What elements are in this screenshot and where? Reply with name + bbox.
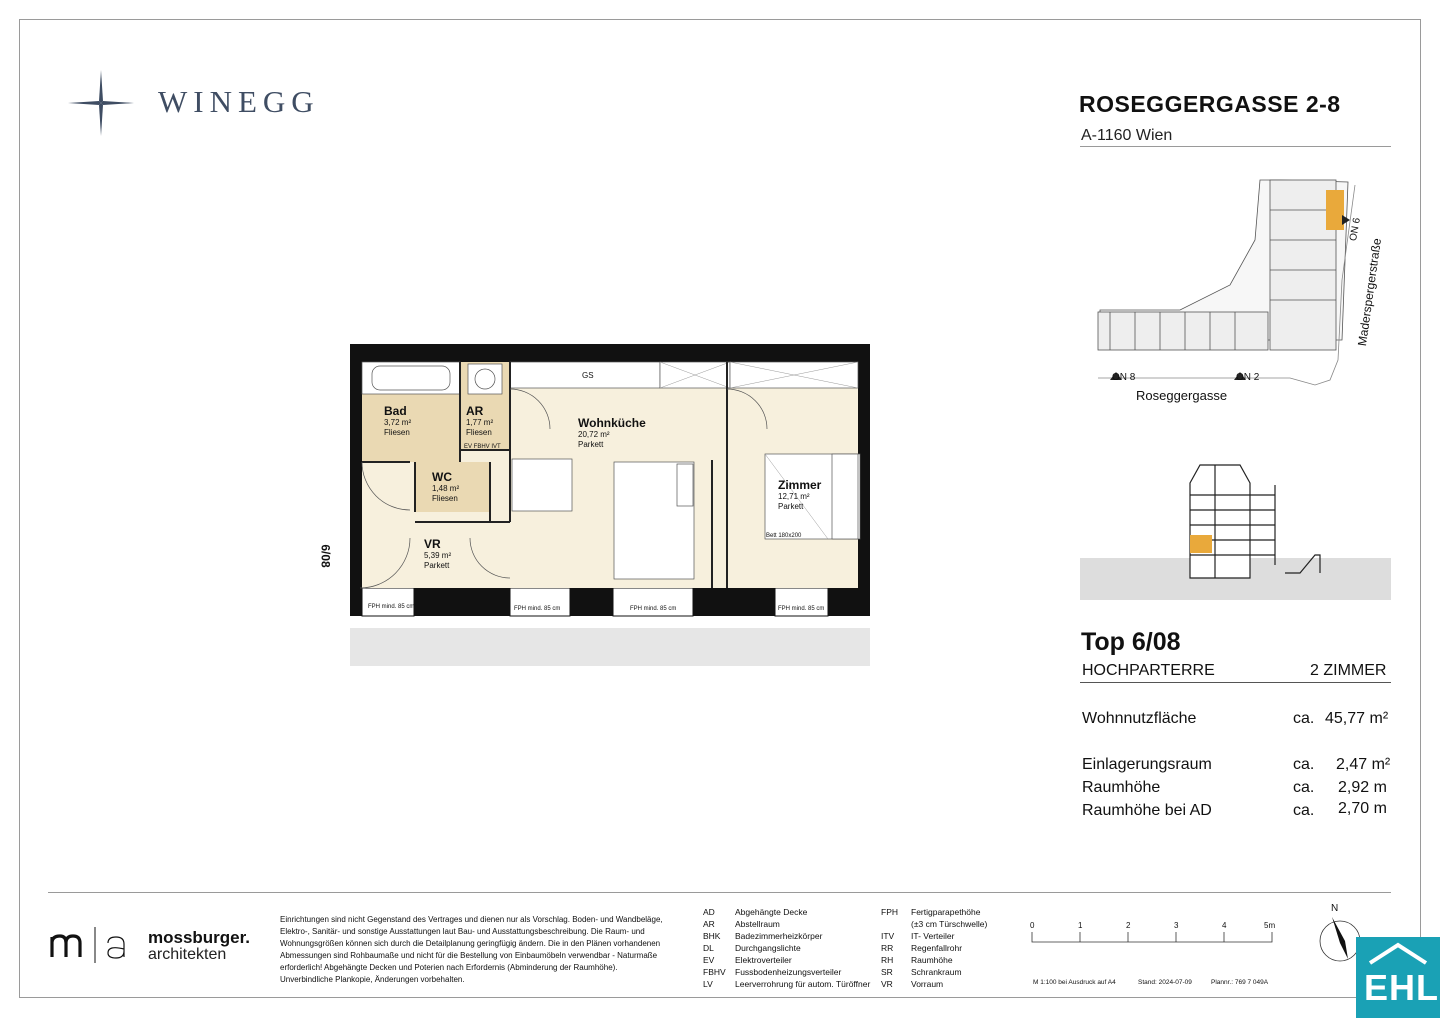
unit-tag: 6/08	[318, 544, 333, 568]
unit-floor: HOCHPARTERRE	[1082, 662, 1215, 679]
ehl-wordmark: EHL	[1364, 967, 1439, 1008]
room-name: VR	[424, 537, 441, 551]
divider	[1080, 146, 1391, 147]
scale-bar	[1028, 918, 1278, 948]
scale-note: M 1:100 bei Ausdruck auf A4	[1033, 979, 1116, 986]
plan-date: Stand: 2024-07-09	[1138, 979, 1192, 986]
room-ar	[466, 404, 493, 438]
legend-row	[703, 918, 878, 930]
info-ca: ca.	[1293, 710, 1315, 727]
legend-code: AD	[703, 907, 715, 917]
brand-logo	[68, 70, 358, 136]
architect-name: mossburger.	[148, 928, 251, 947]
legend-code: FPH	[881, 907, 898, 917]
room-name: Zimmer	[778, 478, 822, 492]
legend-code: LV	[703, 979, 713, 989]
unit-highlight	[1326, 190, 1344, 230]
legend-text: Badezimmerheizkörper	[735, 931, 823, 941]
room-zimmer	[778, 478, 821, 512]
legend-text: (±3 cm Türschwelle)	[911, 919, 988, 929]
info-label: Wohnnutzfläche	[1082, 710, 1197, 727]
legend-code: RH	[881, 955, 894, 965]
legend-text: IT- Verteiler	[911, 931, 955, 941]
scale-tick: 2	[1126, 921, 1131, 930]
legend-text: Vorraum	[911, 979, 944, 989]
section-diagram	[1080, 455, 1391, 600]
room-wc	[432, 470, 459, 504]
legend-code: FBHV	[703, 967, 726, 977]
info-value: 45,77 m²	[1325, 710, 1389, 727]
legend-code: AR	[703, 919, 715, 929]
room-floor: Parkett	[424, 561, 450, 570]
footer-divider	[48, 892, 1391, 893]
street-label: Maderspergerstraße	[1355, 237, 1384, 347]
ar-codes: EV FBHV IVT	[464, 444, 501, 450]
divider	[1080, 682, 1391, 683]
room-vr	[424, 537, 451, 571]
disclaimer: Einrichtungen sind nicht Gegenstand des Vertrages und dienen nur als Vorschlag. Boden- und Wandbeläge, Elektro-, Sanitär- und sonstige Ausstattungen laut Bau- und Ausstattungsbeschreibung. Die Raum- und Wohnungsgrößen können sich durch die Detailplanung geringfügig ändern. Die in den Plänen vorhandenen Abmessungen sind Rohbaumaße und nicht für die Bestellung von Einbaumöbeln verwendbar - Naturmaße erforderlich! Abgehängte Decken und Poterien nach Erfordernis (Abminderung der Raumhöhe). Unverbindliche Plankopie, Änderungen vorbehalten.	[280, 915, 663, 984]
legend-text: Raumhöhe	[911, 955, 953, 965]
scale-tick: 1	[1078, 921, 1083, 930]
scale-tick: 3	[1174, 921, 1179, 930]
legend-text: Elektroverteiler	[735, 955, 792, 965]
legend-code: SR	[881, 967, 893, 977]
room-name: AR	[466, 404, 484, 418]
legend-code: VR	[881, 979, 893, 989]
legend-row	[703, 930, 878, 942]
scale-tick: 0	[1030, 921, 1035, 930]
info-ca: ca.	[1293, 802, 1315, 819]
bed-label: Bett 180x200	[766, 533, 802, 539]
room-area: 3,72 m²	[384, 418, 412, 427]
legend-row	[881, 906, 1021, 918]
legend-text: Regenfallrohr	[911, 943, 963, 953]
room-area: 5,39 m²	[424, 551, 452, 560]
info-label: Raumhöhe bei AD	[1082, 802, 1212, 819]
unit-rooms: 2 ZIMMER	[1310, 662, 1387, 679]
ehl-logo	[1356, 937, 1440, 1018]
site-plan	[1080, 160, 1391, 403]
fph-label: FPH mind. 85 cm	[778, 606, 825, 612]
legend-row	[881, 954, 1021, 966]
info-label: Raumhöhe	[1082, 779, 1161, 796]
fph-label: FPH mind. 85 cm	[514, 606, 561, 612]
stove-label: GS	[582, 371, 594, 380]
project-city: A-1160 Wien	[1081, 127, 1173, 144]
room-area: 12,71 m²	[778, 492, 810, 501]
info-value: 2,92 m	[1338, 779, 1387, 796]
legend-row	[881, 930, 1021, 942]
room-name: Wohnküche	[578, 416, 646, 430]
legend-text: Abgehängte Decke	[735, 907, 808, 917]
house-roof-icon	[1356, 937, 1440, 967]
floor-plan	[318, 344, 870, 666]
legend-text: Abstellraum	[735, 919, 780, 929]
compass-star-icon	[68, 70, 134, 136]
room-area: 20,72 m²	[578, 430, 610, 439]
architect-sub: architekten	[148, 946, 227, 963]
brand-wordmark: WINEGG	[158, 84, 320, 119]
room-bad	[384, 404, 411, 438]
fph-label: FPH mind. 85 cm	[630, 606, 677, 612]
legend-code: RR	[881, 943, 894, 953]
legend-row	[881, 918, 1021, 930]
legend-right	[881, 906, 1021, 990]
legend-text: Fussbodenheizungsverteiler	[735, 967, 842, 977]
ma-monogram-icon	[50, 925, 132, 965]
legend-code: EV	[703, 955, 715, 965]
legend-code: BHK	[703, 931, 721, 941]
scale-tick: 4	[1222, 921, 1227, 930]
legend-row	[881, 942, 1021, 954]
north-label: N	[1331, 903, 1339, 914]
legend-row	[703, 942, 878, 954]
legend-row	[703, 906, 878, 918]
legend-text: Fertigparapethöhe	[911, 907, 981, 917]
room-floor: Fliesen	[432, 494, 458, 503]
unit-top: Top 6/08	[1081, 628, 1181, 656]
entrance-label: ON 8	[1112, 372, 1136, 383]
entrance-label: ON 2	[1236, 372, 1260, 383]
info-ca: ca.	[1293, 779, 1315, 796]
info-ca: ca.	[1293, 756, 1315, 773]
info-value: 2,47 m²	[1336, 756, 1391, 773]
room-floor: Parkett	[578, 440, 604, 449]
legend-text: Durchgangslichte	[735, 943, 801, 953]
room-name: WC	[432, 470, 452, 484]
legend-row	[881, 966, 1021, 978]
info-label: Einlagerungsraum	[1082, 756, 1212, 773]
fph-label: FPH mind. 85 cm	[368, 604, 415, 610]
project-street: ROSEGGERGASSE 2-8	[1079, 91, 1341, 117]
legend-text: Schrankraum	[911, 967, 962, 977]
room-wohnkueche	[578, 416, 646, 450]
legend-row	[881, 978, 1021, 990]
legend-row	[703, 978, 878, 990]
street-label: Roseggergasse	[1136, 388, 1228, 403]
entrance-label: ON 6	[1348, 217, 1363, 242]
architect-logo	[50, 925, 260, 965]
legend-text: Leerverrohrung für autom. Türöffner	[735, 979, 871, 989]
legend-code: DL	[703, 943, 714, 953]
legend-left	[703, 906, 878, 990]
room-name: Bad	[384, 404, 407, 418]
scale-tick: 5m	[1264, 921, 1276, 930]
info-value: 2,70 m	[1338, 800, 1387, 817]
room-floor: Fliesen	[384, 428, 410, 437]
room-area: 1,77 m²	[466, 418, 494, 427]
legend-row	[703, 966, 878, 978]
room-floor: Fliesen	[466, 428, 492, 437]
room-floor: Parkett	[778, 502, 804, 511]
plan-number: Plannr.: 769 7 049A	[1211, 979, 1269, 986]
legend-row	[703, 954, 878, 966]
room-area: 1,48 m²	[432, 484, 460, 493]
legend-code: ITV	[881, 931, 895, 941]
